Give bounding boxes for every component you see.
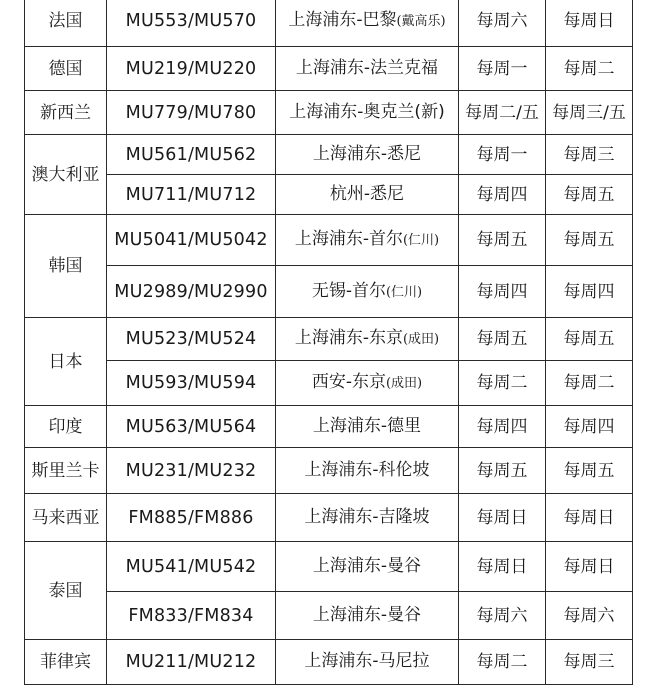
outbound-day-cell: 每周日	[459, 494, 546, 542]
outbound-day-cell: 每周四	[459, 266, 546, 318]
outbound-day-cell: 每周四	[459, 406, 546, 448]
route-cell	[276, 494, 459, 542]
country-cell: 印度	[25, 406, 107, 448]
outbound-day-cell: 每周四	[459, 175, 546, 215]
route-text: 上海浦东-科伦坡	[304, 459, 430, 480]
route-cell	[276, 175, 459, 215]
route-text: 上海浦东-马尼拉	[304, 651, 430, 671]
country-cell: 澳大利亚	[25, 135, 107, 215]
flight-number-cell: MU553/MU570	[107, 0, 276, 47]
outbound-day-cell: 每周二	[459, 361, 546, 406]
flight-number-cell: MU219/MU220	[107, 47, 276, 91]
route-text: 上海浦东-奥克兰(新)	[289, 101, 445, 122]
outbound-day-cell: 每周六	[459, 592, 546, 640]
outbound-day-cell: 每周二/五	[459, 91, 546, 135]
country-cell: 德国	[25, 47, 107, 91]
country-cell: 泰国	[25, 542, 107, 640]
route-note: (仁川)	[402, 233, 440, 248]
route-cell	[276, 215, 459, 266]
outbound-day-cell: 每周五	[459, 318, 546, 361]
table-row	[25, 448, 633, 494]
return-day-cell: 每周五	[546, 318, 633, 361]
table-row	[25, 361, 633, 406]
route-text: 杭州-悉尼	[329, 183, 405, 204]
table-row	[25, 494, 633, 542]
route-text: 上海浦东-曼谷	[312, 604, 422, 625]
route-cell	[276, 542, 459, 592]
return-day-cell: 每周五	[546, 448, 633, 494]
return-day-cell: 每周五	[546, 175, 633, 215]
route-text: 上海浦东-法兰克福	[295, 57, 439, 78]
table-row	[25, 215, 633, 266]
table-row	[25, 91, 633, 135]
return-day-cell: 每周三/五	[546, 91, 633, 135]
flight-number-cell: MU563/MU564	[107, 406, 276, 448]
route-cell	[276, 361, 459, 406]
route-note: (戴高乐)	[396, 13, 446, 29]
return-day-cell: 每周二	[546, 47, 633, 91]
flight-number-cell: MU211/MU212	[107, 640, 276, 685]
table-row	[25, 640, 633, 685]
return-day-cell: 每周日	[546, 0, 633, 47]
route-cell	[276, 135, 459, 175]
route-text: 上海浦东-首尔	[294, 229, 403, 249]
table-row	[25, 318, 633, 361]
country-cell: 新西兰	[25, 91, 107, 135]
outbound-day-cell: 每周五	[459, 448, 546, 494]
return-day-cell: 每周日	[546, 542, 633, 592]
table-row	[25, 592, 633, 640]
flight-number-cell: MU711/MU712	[107, 175, 276, 215]
route-cell	[276, 0, 459, 47]
outbound-day-cell: 每周一	[459, 135, 546, 175]
outbound-day-cell: 每周二	[459, 640, 546, 685]
table-row	[25, 47, 633, 91]
flight-number-cell: MU523/MU524	[107, 318, 276, 361]
return-day-cell: 每周三	[546, 135, 633, 175]
return-day-cell: 每周日	[546, 494, 633, 542]
route-text: 无锡-首尔	[311, 280, 386, 301]
route-text: 上海浦东-德里	[312, 415, 422, 436]
route-cell	[276, 406, 459, 448]
table-row	[25, 175, 633, 215]
return-day-cell: 每周四	[546, 406, 633, 448]
route-note: (成田)	[402, 332, 440, 347]
country-cell: 菲律宾	[25, 640, 107, 685]
outbound-day-cell: 每周五	[459, 215, 546, 266]
flight-number-cell: FM885/FM886	[107, 494, 276, 542]
return-day-cell: 每周五	[546, 215, 633, 266]
return-day-cell: 每周六	[546, 592, 633, 640]
outbound-day-cell: 每周六	[459, 0, 546, 47]
flight-number-cell: MU5041/MU5042	[107, 215, 276, 266]
country-cell: 韩国	[25, 215, 107, 318]
route-cell	[276, 592, 459, 640]
flight-number-cell: MU561/MU562	[107, 135, 276, 175]
country-cell: 法国	[25, 0, 107, 47]
outbound-day-cell: 每周日	[459, 542, 546, 592]
flight-number-cell: MU231/MU232	[107, 448, 276, 494]
country-cell: 日本	[25, 318, 107, 406]
route-note: (仁川)	[385, 284, 423, 300]
table-row	[25, 542, 633, 592]
route-text: 上海浦东-曼谷	[312, 555, 422, 576]
route-text: 上海浦东-吉隆坡	[304, 506, 430, 527]
flight-number-cell: MU593/MU594	[107, 361, 276, 406]
route-cell	[276, 266, 459, 318]
route-note: (成田)	[385, 376, 423, 391]
table-row	[25, 135, 633, 175]
route-cell	[276, 448, 459, 494]
flight-schedule-table	[24, 0, 633, 685]
route-cell	[276, 91, 459, 135]
country-cell: 斯里兰卡	[25, 448, 107, 494]
return-day-cell: 每周三	[546, 640, 633, 685]
route-text: 上海浦东-东京	[294, 328, 403, 348]
flight-number-cell: MU2989/MU2990	[107, 266, 276, 318]
route-text: 上海浦东-悉尼	[312, 143, 422, 164]
table-row	[25, 266, 633, 318]
flight-number-cell: FM833/FM834	[107, 592, 276, 640]
route-cell	[276, 47, 459, 91]
route-text: 上海浦东-巴黎	[288, 9, 397, 30]
flight-number-cell: MU779/MU780	[107, 91, 276, 135]
country-cell: 马来西亚	[25, 494, 107, 542]
flight-number-cell: MU541/MU542	[107, 542, 276, 592]
route-cell	[276, 640, 459, 685]
table-row	[25, 0, 633, 47]
outbound-day-cell: 每周一	[459, 47, 546, 91]
return-day-cell: 每周二	[546, 361, 633, 406]
table-row	[25, 406, 633, 448]
return-day-cell: 每周四	[546, 266, 633, 318]
route-text: 西安-东京	[311, 372, 386, 392]
route-cell	[276, 318, 459, 361]
